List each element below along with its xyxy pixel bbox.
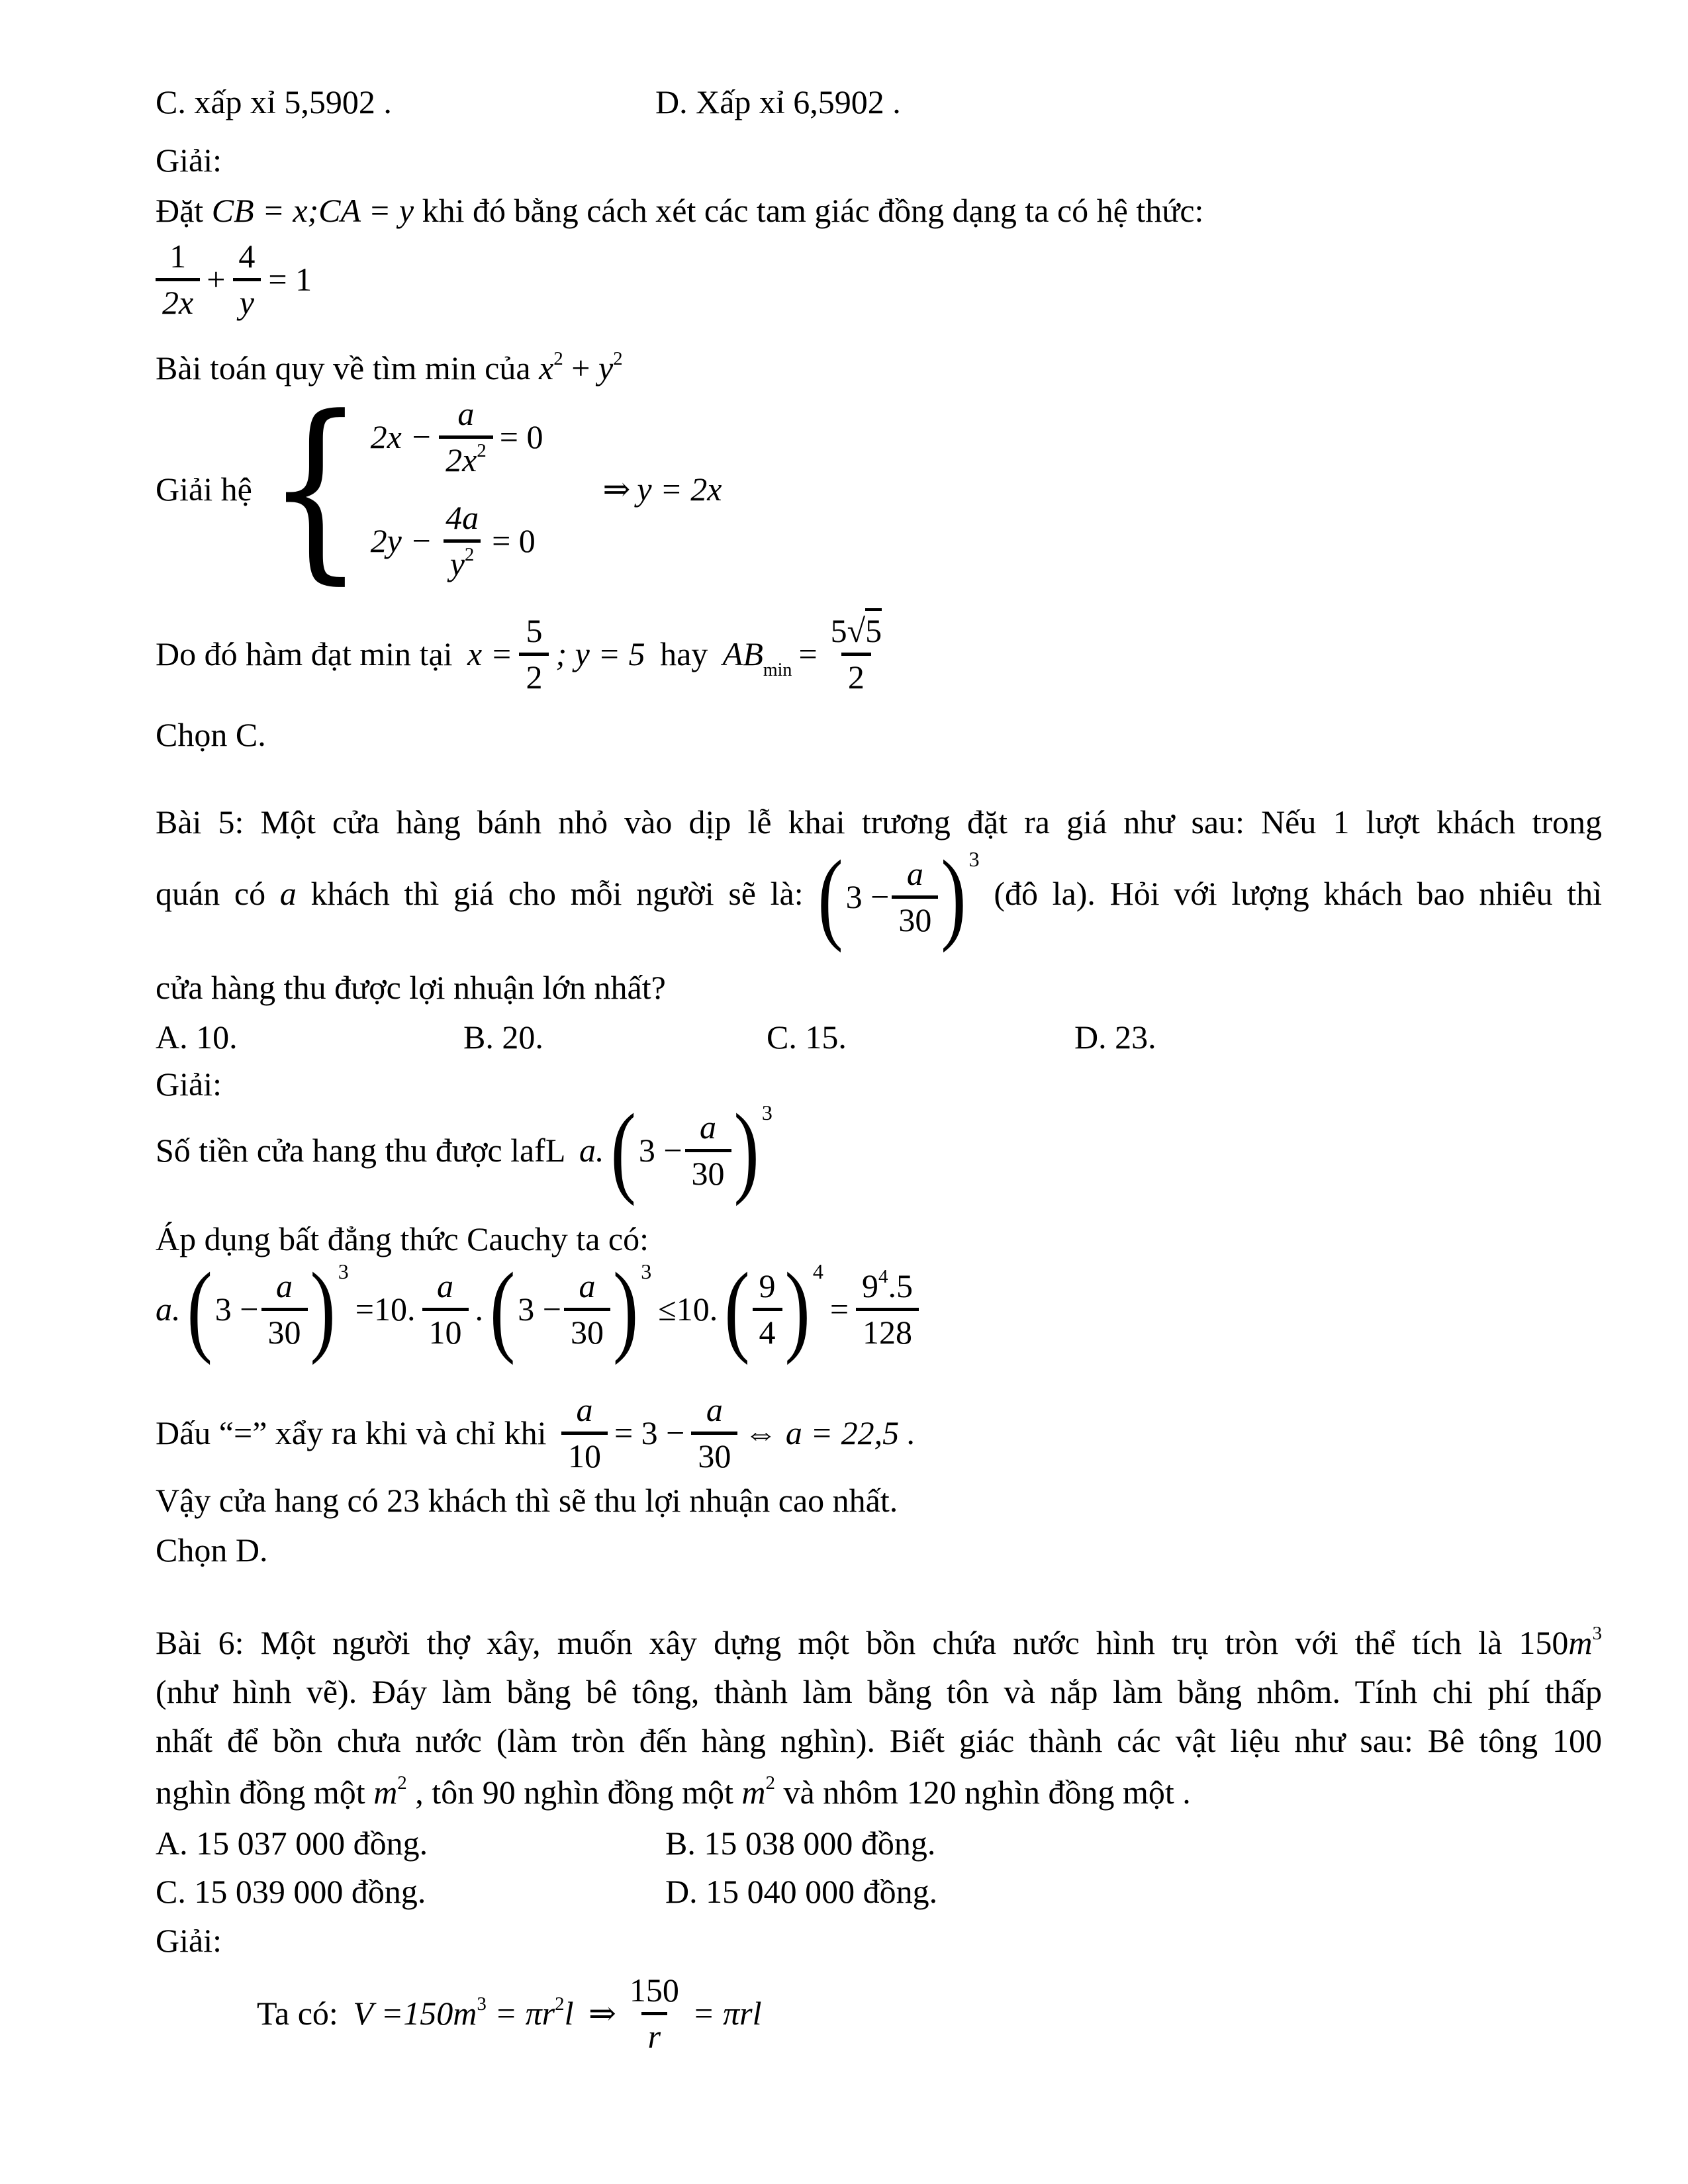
problem6-line1 <box>156 1621 1602 1664</box>
radical-sign: √ <box>847 612 866 649</box>
fraction-denominator <box>444 539 481 581</box>
r-exponent: 2 <box>555 1993 565 2015</box>
problem6-line2: (như hình vẽ). Đáy làm bằng bê tông, thành làm bằng tôn và nắp làm bằng nhôm. Tính chi phí thấp <box>156 1673 1602 1710</box>
p6-text-a: nghìn đồng một <box>156 1774 374 1811</box>
fraction <box>439 501 485 581</box>
cauchy-formula-line <box>156 1251 919 1366</box>
fraction-numerator: a <box>457 395 475 432</box>
row1-rhs: = 0 <box>499 418 543 455</box>
paren-lead: 3 − <box>518 1291 561 1328</box>
fraction-numerator: 1 <box>169 238 187 275</box>
pi-r-term: = πr <box>486 1995 555 2032</box>
right-paren: ) <box>613 1251 639 1366</box>
fraction <box>753 1269 782 1349</box>
y-equals: ; y = 5 <box>555 635 645 672</box>
fraction <box>892 857 938 937</box>
p6-text-b: , tôn 90 nghìn đồng một <box>406 1774 742 1811</box>
fraction-numerator: a <box>276 1267 293 1304</box>
fraction <box>261 1269 308 1349</box>
equality-text: Dấu “=” xẩy ra khi và chỉ khi <box>156 1414 555 1451</box>
fraction-numerator <box>824 614 888 653</box>
choose-c-line: Chọn C. <box>156 716 266 753</box>
fraction-numerator: a <box>437 1267 453 1304</box>
option-b: B. 15 038 000 đồng. <box>665 1825 936 1862</box>
right-paren: ) <box>733 1093 759 1207</box>
paren-term-2: ( 3 − $\frac{a}{30}$ ) 3 <box>490 1251 652 1366</box>
fraction-denominator: 10 <box>561 1432 608 1473</box>
left-paren: ( <box>818 839 843 954</box>
problem6-line4 <box>156 1771 1602 1814</box>
system-row-2 <box>371 501 536 581</box>
iff-result: ⇔ a = 22,5 . <box>744 1414 916 1451</box>
right-paren: ) <box>784 1251 810 1366</box>
answer-option-d: D. Xấp xỉ 6,5902 . <box>655 83 901 120</box>
sqrt-coefficient: 5 <box>830 612 847 649</box>
fraction-numerator: 150 <box>629 1972 679 2009</box>
fraction <box>156 240 200 320</box>
p5-text-pre: quán có <box>156 874 280 912</box>
denominator-base: 2x <box>445 441 477 478</box>
fraction <box>691 1393 737 1473</box>
fraction-denominator: y <box>233 278 261 320</box>
price-expression: ( 3 − $\frac{a}{30}$ ) 3 <box>818 839 980 954</box>
dot-five: .5 <box>888 1267 914 1304</box>
revenue-text: Số tiền cửa hang thu được lafL <box>156 1132 573 1169</box>
m-unit: m <box>741 1774 766 1811</box>
paren-lead: 3 − <box>214 1291 259 1328</box>
problem6-options-row1 <box>156 1822 1612 1868</box>
problem6-options-row2 <box>156 1870 1612 1917</box>
left-paren: ( <box>610 1093 636 1207</box>
left-paren: ( <box>187 1251 212 1366</box>
equals-pi-rl: = πrl <box>692 1995 762 2032</box>
fraction-denominator: 30 <box>892 895 938 937</box>
answer-option-c: C. xấp xỉ 5,5902 . <box>156 83 392 120</box>
equals-ten: =10. <box>355 1291 416 1328</box>
equals-one: = 1 <box>268 261 312 298</box>
option-b: B. 20. <box>463 1019 543 1056</box>
fraction-numerator: 9 <box>759 1267 776 1304</box>
conclusion5-line: Vậy cửa hang có 23 khách thì sẽ thu lợi nhuận cao nhất. <box>156 1482 898 1519</box>
var-a: a <box>279 874 297 912</box>
left-paren: ( <box>724 1251 750 1366</box>
fraction-denominator: 128 <box>856 1308 919 1349</box>
solution4-label: Giải: <box>156 142 222 179</box>
p6-text-c: và nhôm 120 nghìn đồng một . <box>774 1774 1191 1811</box>
plus-operator: + <box>207 261 226 298</box>
implies-arrow: ⇒ <box>588 1995 616 2032</box>
denominator-exponent: 2 <box>464 544 475 565</box>
volume-formula-line <box>257 1974 762 2054</box>
fraction-denominator <box>439 435 493 477</box>
option-d: D. 23. <box>1074 1019 1156 1056</box>
row2-rhs: = 0 <box>492 522 536 559</box>
var-y: y <box>598 349 614 387</box>
left-paren: ( <box>490 1251 516 1366</box>
leq-ten: ≤10. <box>658 1291 718 1328</box>
problem6-line3: nhất để bồn chưa nước (làm tròn đến hàng nghìn). Biết giác thành các vật liệu như sau: Bê tông 100 <box>156 1722 1602 1759</box>
min-result-line <box>156 614 888 694</box>
paren-lead: 3 − <box>845 878 890 915</box>
fraction-denominator: r <box>641 2012 667 2054</box>
setup-text-pre: Đặt <box>156 192 212 229</box>
fraction-numerator: a <box>579 1267 596 1304</box>
problem5-line3: cửa hàng thu được lợi nhuận lớn nhất? <box>156 969 666 1006</box>
m-unit: m <box>373 1774 398 1811</box>
min-text: Bài toán quy về tìm min của <box>156 349 539 387</box>
right-paren: ) <box>941 839 966 954</box>
a-dot: a. <box>579 1132 604 1169</box>
fraction-denominator: 30 <box>564 1308 610 1349</box>
system-row-1 <box>371 397 543 477</box>
fraction <box>685 1111 731 1191</box>
m-exponent: 2 <box>397 1772 407 1794</box>
answer-line-cd <box>156 81 1612 127</box>
fraction-numerator: a <box>700 1109 717 1146</box>
system-label: Giải hệ <box>156 470 261 508</box>
paren-term-1: ( 3 − $\frac{a}{30}$ ) 3 <box>187 1251 349 1366</box>
choose-d-line: Chọn D. <box>156 1531 268 1569</box>
nine-base: 9 <box>862 1267 879 1304</box>
x-exponent: 2 <box>553 348 563 369</box>
ab-min-symbol <box>722 633 792 680</box>
fraction-denominator: 30 <box>685 1149 731 1191</box>
p5-text-post: (đô la). Hỏi với lượng khách bao nhiêu thì <box>979 874 1602 912</box>
m-exponent: 3 <box>1592 1623 1602 1644</box>
result-text-pre: Do đó hàm đạt min tại <box>156 635 461 672</box>
price-expression: ( 3 − $\frac{a}{30}$ ) 3 <box>610 1093 773 1207</box>
fraction-denominator: 30 <box>691 1432 737 1473</box>
fraction-numerator: a <box>576 1391 593 1428</box>
problem5-options <box>156 1016 1612 1062</box>
min-problem-line <box>156 347 623 390</box>
plus-operator: + <box>563 349 598 387</box>
problem5-line1: Bài 5: Một cửa hàng bánh nhỏ vào dịp lễ khai trương đặt ra giá như sau: Nếu 1 lượt khách trong <box>156 803 1602 841</box>
option-a: A. 15 037 000 đồng. <box>156 1825 428 1862</box>
x-equals: x = <box>467 635 513 672</box>
fraction-denominator: 2 <box>519 653 549 694</box>
l-variable: l <box>564 1995 582 2032</box>
system-rows <box>371 397 543 581</box>
fraction-sqrt <box>824 614 888 694</box>
equation-sum-fractions <box>156 240 312 320</box>
m-unit: m <box>1568 1624 1593 1661</box>
fraction <box>564 1269 610 1349</box>
paren-lead: 3 − <box>638 1132 682 1169</box>
option-a: A. 10. <box>156 1019 238 1056</box>
dot-operator: . <box>475 1291 483 1328</box>
fraction-denominator: 2 <box>841 653 871 694</box>
taco-text: Ta có: <box>257 1995 347 2032</box>
equals-operator: = <box>829 1291 849 1328</box>
fraction <box>561 1393 608 1473</box>
nine-exponent: 4 <box>878 1266 888 1287</box>
setup-text-post: khi đó bằng cách xét các tam giác đồng dạng ta có hệ thức: <box>414 192 1204 229</box>
fraction <box>422 1269 469 1349</box>
row2-lead: 2y − <box>370 522 433 559</box>
fraction-denominator: 30 <box>261 1308 308 1349</box>
denominator-base: y <box>449 545 465 582</box>
equals-operator: = <box>798 635 818 672</box>
option-c: C. 15 039 000 đồng. <box>156 1873 426 1910</box>
y-exponent: 2 <box>613 348 623 369</box>
ab-symbol: AB <box>722 635 763 672</box>
volume-term <box>353 1992 582 2035</box>
option-d: D. 15 040 000 đồng. <box>665 1873 938 1910</box>
system-solve-line <box>156 375 722 602</box>
right-paren: ) <box>310 1251 336 1366</box>
fraction-numerator: 4a <box>445 499 479 536</box>
fraction-denominator: 10 <box>422 1308 469 1349</box>
problem5-line2 <box>156 839 1602 954</box>
min-subscript: min <box>763 660 792 680</box>
a-dot: a. <box>156 1291 181 1328</box>
equals-three-minus: = 3 − <box>614 1414 685 1451</box>
fraction <box>623 1974 686 2054</box>
m-exponent: 2 <box>765 1772 775 1794</box>
m-exponent: 3 <box>477 1993 487 2015</box>
v-equals: V =150m <box>353 1995 477 2032</box>
option-c: C. 15. <box>767 1019 847 1056</box>
var-x: x <box>539 349 554 387</box>
fraction-numerator: a <box>906 855 923 892</box>
fraction-denominator: 4 <box>753 1308 782 1349</box>
fraction <box>439 397 493 477</box>
hay-text: hay <box>651 635 716 672</box>
fraction-numerator: 5 <box>526 612 543 649</box>
row1-lead: 2x − <box>370 418 433 455</box>
fraction <box>519 614 549 694</box>
solution4-setup-line <box>156 189 1602 232</box>
implies-arrow: ⇒ <box>602 470 631 508</box>
fraction-numerator: 4 <box>238 238 256 275</box>
fraction <box>232 240 261 320</box>
p5-text-mid: khách thì giá cho mỗi người sẽ là: <box>296 874 818 912</box>
cauchy-intro-line: Áp dụng bất đẳng thức Cauchy ta có: <box>156 1220 649 1257</box>
solution5-label: Giải: <box>156 1066 222 1103</box>
setup-math: CB = x;CA = y <box>211 192 414 229</box>
fraction-numerator: a <box>706 1391 723 1428</box>
equality-condition-line <box>156 1393 915 1473</box>
radicand: 5 <box>865 608 882 649</box>
paren-term-3: ( $\frac{9}{4}$ ) 4 <box>724 1251 823 1366</box>
fraction-result <box>855 1266 919 1351</box>
fraction-denominator: 2x <box>156 278 200 320</box>
left-brace: { <box>267 375 364 602</box>
solution6-label: Giải: <box>156 1922 222 1959</box>
denominator-exponent: 2 <box>477 440 487 461</box>
system-conclusion: y = 2x <box>637 470 722 508</box>
revenue-line <box>156 1093 773 1207</box>
p6-text-pre: Bài 6: Một người thợ xây, muốn xây dựng một bồn chứa nước hình trụ tròn với thể tích là 150 <box>156 1624 1569 1661</box>
fraction-numerator <box>855 1266 919 1308</box>
